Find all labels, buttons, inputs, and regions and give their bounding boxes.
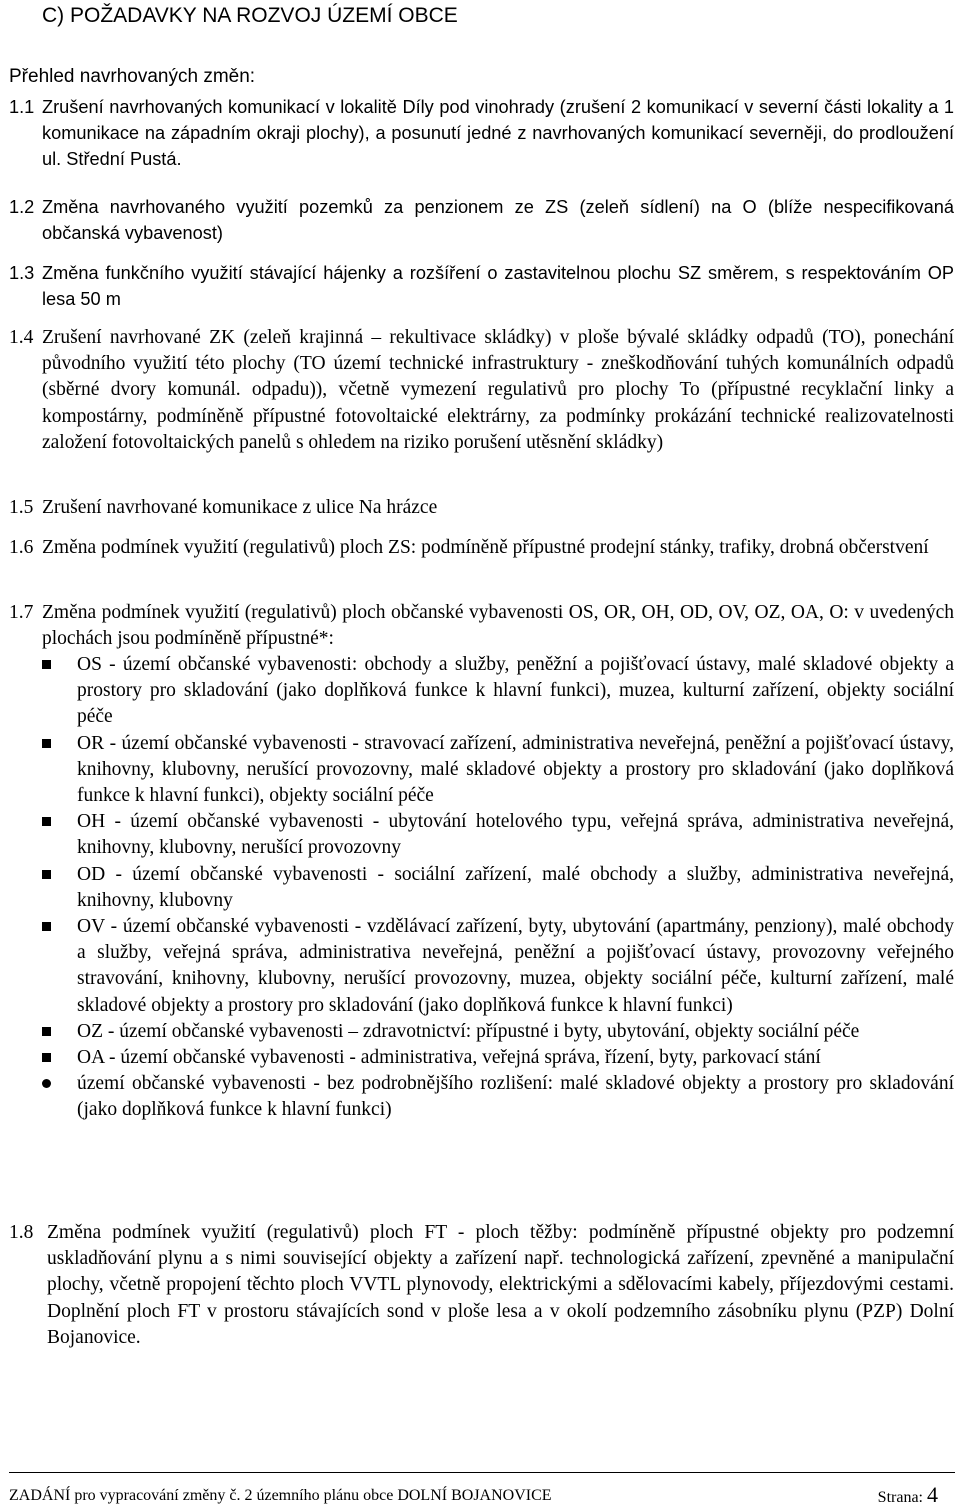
bullet-list bbox=[40, 652, 954, 1124]
list-item: OA - území občanské vybavenosti - administrativa, veřejná správa, řízení, byty, parkovací stání bbox=[40, 1045, 954, 1071]
square-bullet-icon bbox=[42, 817, 51, 826]
list-item: území občanské vybavenosti - bez podrobnějšího rozlišení: malé skladové objekty a prostory pro skladování (jako doplňková funkce k hlavní funkci) bbox=[40, 1071, 954, 1123]
section-heading: C) POŽADAVKY NA ROZVOJ ÚZEMÍ OBCE bbox=[42, 4, 458, 27]
item-text: Zrušení navrhované ZK (zeleň krajinná – rekultivace skládky) v ploše bývalé skládky odpadů (TO), ponechání původního využití této plochy (TO území technické infrastruktury - zneškodňování tuhých komunálních odpadů (sběrné dvory komunál. odpadu)), včetně vymezení regulativů pro plochy To (přípustné recyklační linky a kompostárny, podmíněně přípustné fotovoltaické elektrárny, za podmínky prokázání technické realizovatelnosti založení fotovoltaických panelů s ohledem na riziko porušení utěsnění skládky) bbox=[42, 327, 954, 453]
list-item: OZ - území občanské vybavenosti – zdravotnictví: přípustné i byty, ubytování, objekty sociální péče bbox=[40, 1019, 954, 1045]
change-item-1-5 bbox=[9, 495, 954, 521]
footer-title: ZADÁNÍ pro vypracování změny č. 2 územního plánu obce DOLNÍ BOJANOVICE bbox=[9, 1487, 552, 1504]
square-bullet-icon bbox=[42, 1027, 51, 1036]
change-item-1-4 bbox=[9, 325, 954, 456]
square-bullet-icon bbox=[42, 870, 51, 879]
item-text: Změna podmínek využití (regulativů) ploch FT - ploch těžby: podmíněně přípustné objekty pro podzemní uskladňování plynu a s nimi související objekty a zařízení např. technologická zařízení, zpevněné a manipulační plochy, včetně propojení těchto ploch VVTL plynovody, elektrickými a sdělovacími kabely, příjezdovými cestami. Doplnění ploch FT v prostoru stávajících sond v ploše lesa a v okolí podzemního zásobníku plynu (PZP) Dolní Bojanovice. bbox=[47, 1222, 954, 1348]
item-text: Zrušení navrhované komunikace z ulice Na hrázce bbox=[42, 497, 438, 518]
item-number: 1.8 bbox=[9, 1222, 34, 1243]
list-item: OS - území občanské vybavenosti: obchody a služby, peněžní a pojišťovací ústavy, malé skladové objekty a prostory pro skladování (jako doplňková funkce k hlavní funkci), muzea, kulturní zařízení, objekty sociální péče bbox=[40, 652, 954, 731]
page-number-value: 4 bbox=[927, 1482, 938, 1507]
page-number bbox=[878, 1482, 938, 1508]
change-item-1-8 bbox=[9, 1220, 954, 1351]
change-item-1-2 bbox=[9, 194, 954, 246]
square-bullet-icon bbox=[42, 660, 51, 669]
square-bullet-icon bbox=[42, 739, 51, 748]
square-bullet-icon bbox=[42, 922, 51, 931]
item-text: Změna navrhovaného využití pozemků za penzionem ze ZS (zeleň sídlení) na O (blíže nespecifikovaná občanská vybavenost) bbox=[42, 197, 954, 243]
change-item-1-1 bbox=[9, 94, 954, 172]
footer-divider bbox=[9, 1472, 955, 1473]
list-item: OH - území občanské vybavenosti - ubytování hotelového typu, veřejná správa, administrativa neveřejná, knihovny, klubovny, nerušící provozovny bbox=[40, 809, 954, 861]
item-number: 1.4 bbox=[9, 327, 34, 348]
item-text: Změna podmínek využití (regulativů) ploch občanské vybavenosti OS, OR, OH, OD, OV, OZ, OA, O: v uvedených plochách jsou podmíněně přípustné*: bbox=[42, 602, 954, 650]
round-bullet-icon bbox=[42, 1079, 51, 1088]
item-number: 1.5 bbox=[9, 497, 34, 518]
item-number: 1.7 bbox=[9, 602, 34, 623]
list-item: OD - území občanské vybavenosti - sociální zařízení, malé obchody a služby, administrativa neveřejná, knihovny, klubovny bbox=[40, 862, 954, 914]
item-number: 1.3 bbox=[9, 263, 35, 283]
overview-label: Přehled navrhovaných změn: bbox=[9, 66, 256, 87]
change-item-1-3 bbox=[9, 260, 954, 312]
item-text: Zrušení navrhovaných komunikací v lokalitě Díly pod vinohrady (zrušení 2 komunikací v severní části lokality a 1 komunikace na západním okraji plochy), a posunutí jedné z navrhovaných komunikací severněji, do prodloužení ul. Střední Pustá. bbox=[42, 97, 954, 169]
item-text: Změna podmínek využití (regulativů) ploch ZS: podmíněně přípustné prodejní stánky, trafiky, drobná občerstvení bbox=[42, 537, 929, 558]
list-item: OV - území občanské vybavenosti - vzdělávací zařízení, byty, ubytování (apartmány, penziony), malé obchody a služby, veřejná správa, administrativa neveřejná, peněžní a pojišťovací ústavy, provozovny veřejného stravování, knihovny, klubovny, nerušící provozovny, muzea, objekty sociální péče, kulturní zařízení, malé skladové objekty a prostory pro skladování (jako doplňková funkce k hlavní funkci) bbox=[40, 914, 954, 1019]
page-label: Strana: bbox=[877, 1489, 923, 1506]
change-item-1-6 bbox=[9, 535, 954, 561]
item-number: 1.2 bbox=[9, 197, 35, 217]
list-item: OR - území občanské vybavenosti - stravovací zařízení, administrativa neveřejná, peněžní a pojišťovací ústavy, knihovny, klubovny, nerušící provozovny, malé skladové objekty a prostory pro skladování (jako doplňková funkce k hlavní funkci), objekty sociální péče bbox=[40, 731, 954, 810]
item-text: Změna funkčního využití stávající hájenky a rozšíření o zastavitelnou plochu SZ směrem, s respektováním OP lesa 50 m bbox=[42, 263, 954, 309]
item-number: 1.1 bbox=[9, 97, 35, 117]
item-number: 1.6 bbox=[9, 537, 34, 558]
change-item-1-7 bbox=[9, 600, 954, 652]
square-bullet-icon bbox=[42, 1053, 51, 1062]
